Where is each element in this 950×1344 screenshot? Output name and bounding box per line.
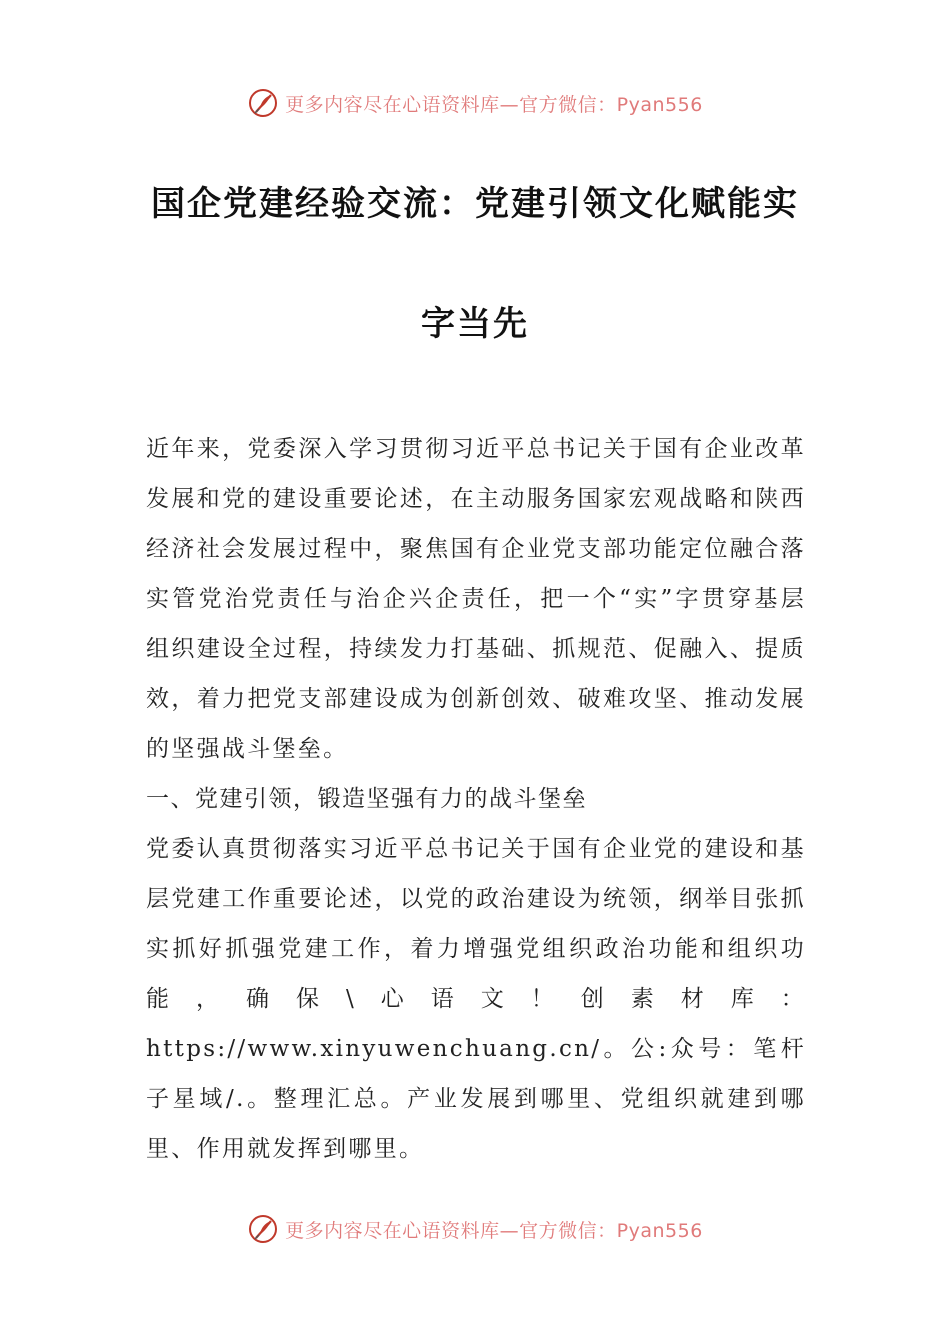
watermark-text: 更多内容尽在心语资料库—官方微信：Pyan556 — [285, 93, 703, 116]
document-body — [146, 424, 806, 1174]
header-watermark — [0, 86, 950, 120]
section-heading-1: 一、党建引领，锻造坚强有力的战斗堡垒 — [146, 786, 587, 812]
document-title-line-1: 国企党建经验交流：党建引领文化赋能实 — [151, 184, 799, 224]
body-paragraph-intro: 近年来，党委深入学习贯彻习近平总书记关于国有企业改革发展和党的建设重要论述，在主动服务国家宏观战略和陕西经济社会发展过程中，聚焦国有企业党支部功能定位融合落实管党治党责任与治企兴企责任，把一个“实”字贯穿基层组织建设全过程，持续发力打基础、抓规范、促融入、提质效，着力把党支部建设成为创新创效、破难攻坚、推动发展的坚强战斗堡垒。 — [146, 436, 806, 762]
watermark-text: 更多内容尽在心语资料库—官方微信：Pyan556 — [285, 1219, 703, 1242]
footer-watermark — [0, 1212, 950, 1246]
quill-logo-icon — [247, 87, 279, 119]
document-title-line-2: 字当先 — [421, 304, 529, 344]
quill-logo-icon — [247, 1213, 279, 1245]
body-paragraph-section-1: 党委认真贯彻落实习近平总书记关于国有企业党的建设和基层党建工作重要论述，以党的政治建设为统领，纲举目张抓实抓好抓强党建工作，着力增强党组织政治功能和组织功能，确保\心语文！创素材库：https://www.xinyuwenchuang.cn/。公:众号：笔杆子星域/.。整理汇总。产业发展到哪里、党组织就建到哪里、作用就发挥到哪里。 — [146, 836, 806, 1162]
